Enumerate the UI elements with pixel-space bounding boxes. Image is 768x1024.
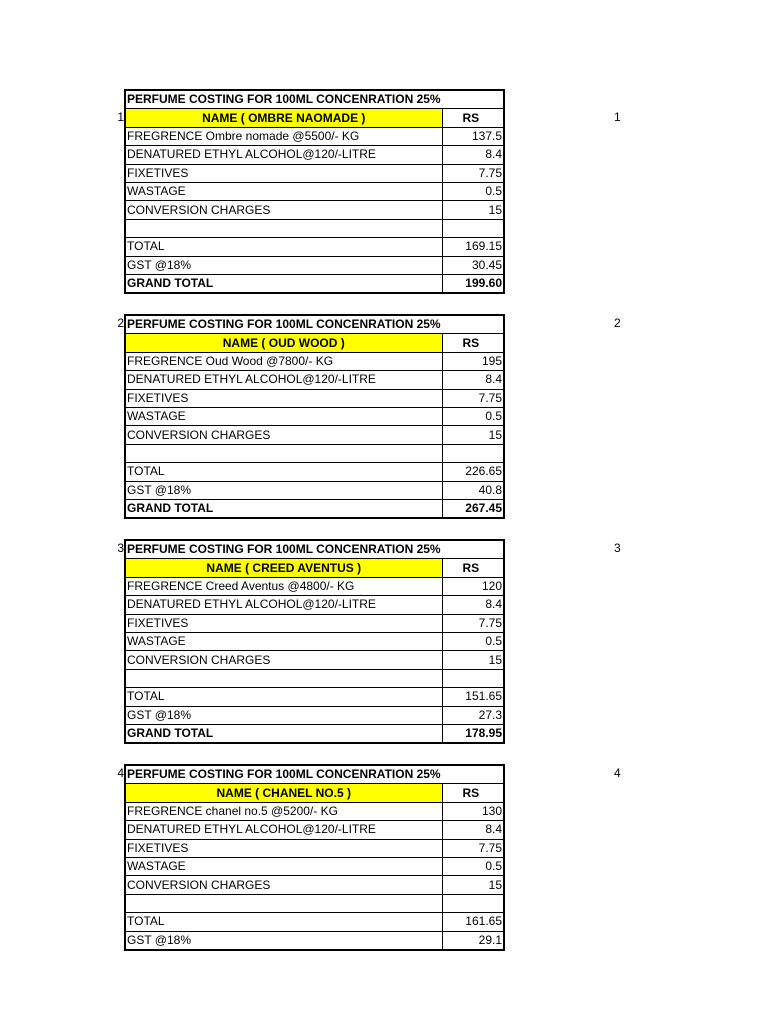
table-row	[125, 577, 504, 595]
row-value[interactable]: 7.75	[442, 164, 504, 182]
grand-total-value[interactable]: 199.60	[442, 274, 504, 293]
table-row	[125, 821, 504, 839]
gst-row	[125, 481, 504, 499]
row-label[interactable]: FIXETIVES	[125, 164, 442, 182]
currency-header[interactable]: RS	[442, 784, 504, 802]
row-value[interactable]: 7.75	[442, 839, 504, 857]
table-row	[125, 651, 504, 669]
row-value[interactable]: 195	[442, 352, 504, 370]
row-value[interactable]: 130	[442, 802, 504, 820]
blank-row	[125, 669, 504, 687]
total-value[interactable]: 151.65	[442, 688, 504, 706]
blank-cell[interactable]	[442, 669, 504, 687]
row-label[interactable]: FIXETIVES	[125, 389, 442, 407]
blank-cell[interactable]	[442, 219, 504, 237]
costing-table	[124, 539, 505, 744]
gst-row	[125, 706, 504, 724]
row-value[interactable]: 0.5	[442, 407, 504, 425]
gst-value[interactable]: 29.1	[442, 931, 504, 950]
costing-table	[124, 314, 505, 519]
row-value[interactable]: 8.4	[442, 596, 504, 614]
row-value[interactable]: 0.5	[442, 182, 504, 200]
table-row	[125, 596, 504, 614]
costing-table	[124, 89, 505, 294]
product-name-cell[interactable]: NAME ( CHANEL NO.5 )	[125, 784, 442, 802]
table-row	[125, 201, 504, 219]
row-value[interactable]: 15	[442, 201, 504, 219]
row-label[interactable]: CONVERSION CHARGES	[125, 876, 442, 894]
row-label[interactable]: FIXETIVES	[125, 839, 442, 857]
row-label[interactable]: CONVERSION CHARGES	[125, 426, 442, 444]
row-value[interactable]: 8.4	[442, 371, 504, 389]
gst-row	[125, 256, 504, 274]
table-row	[125, 389, 504, 407]
row-value[interactable]: 8.4	[442, 146, 504, 164]
gst-value[interactable]: 30.45	[442, 256, 504, 274]
total-label[interactable]: TOTAL	[125, 688, 442, 706]
currency-header[interactable]: RS	[442, 559, 504, 577]
blank-row	[125, 219, 504, 237]
row-value[interactable]: 15	[442, 426, 504, 444]
gst-label[interactable]: GST @18%	[125, 931, 442, 950]
table-title[interactable]: PERFUME COSTING FOR 100ML CONCENRATION 25%	[125, 90, 504, 109]
total-label[interactable]: TOTAL	[125, 913, 442, 931]
table-row	[125, 352, 504, 370]
table-row	[125, 802, 504, 820]
row-index-left: 2	[117, 316, 124, 330]
row-value[interactable]: 15	[442, 876, 504, 894]
grand-total-label[interactable]: GRAND TOTAL	[125, 724, 442, 743]
row-label[interactable]: DENATURED ETHYL ALCOHOL@120/-LITRE	[125, 596, 442, 614]
grand-total-label[interactable]: GRAND TOTAL	[125, 274, 442, 293]
table-title[interactable]: PERFUME COSTING FOR 100ML CONCENRATION 25%	[125, 765, 504, 784]
table-title[interactable]: PERFUME COSTING FOR 100ML CONCENRATION 25%	[125, 540, 504, 559]
blank-cell[interactable]	[125, 669, 442, 687]
row-index-right: 1	[614, 110, 621, 124]
gst-value[interactable]: 27.3	[442, 706, 504, 724]
total-label[interactable]: TOTAL	[125, 238, 442, 256]
row-index-right: 3	[614, 541, 621, 555]
row-label[interactable]: FREGRENCE Ombre nomade @5500/- KG	[125, 127, 442, 145]
row-value[interactable]: 15	[442, 651, 504, 669]
row-label[interactable]: WASTAGE	[125, 857, 442, 875]
row-index-left: 3	[117, 541, 124, 555]
grand-total-value[interactable]: 267.45	[442, 499, 504, 518]
total-row	[125, 913, 504, 931]
blank-cell[interactable]	[442, 894, 504, 912]
row-label[interactable]: FREGRENCE chanel no.5 @5200/- KG	[125, 802, 442, 820]
row-index-left: 4	[117, 766, 124, 780]
table-row	[125, 857, 504, 875]
table-title[interactable]: PERFUME COSTING FOR 100ML CONCENRATION 25%	[125, 315, 504, 334]
table-row	[125, 371, 504, 389]
table-row	[125, 614, 504, 632]
blank-cell[interactable]	[125, 444, 442, 462]
currency-header[interactable]: RS	[442, 109, 504, 127]
row-value[interactable]: 0.5	[442, 857, 504, 875]
row-value[interactable]: 0.5	[442, 632, 504, 650]
table-row	[125, 426, 504, 444]
row-label[interactable]: WASTAGE	[125, 182, 442, 200]
gst-row	[125, 931, 504, 950]
total-value[interactable]: 161.65	[442, 913, 504, 931]
row-index-right: 4	[614, 766, 621, 780]
product-name-cell[interactable]: NAME ( OMBRE NAOMADE )	[125, 109, 442, 127]
table-row	[125, 182, 504, 200]
row-label[interactable]: DENATURED ETHYL ALCOHOL@120/-LITRE	[125, 821, 442, 839]
product-name-cell[interactable]: NAME ( CREED AVENTUS )	[125, 559, 442, 577]
row-value[interactable]: 7.75	[442, 389, 504, 407]
row-index-right: 2	[614, 316, 621, 330]
table-row	[125, 407, 504, 425]
gst-value[interactable]: 40.8	[442, 481, 504, 499]
row-label[interactable]: DENATURED ETHYL ALCOHOL@120/-LITRE	[125, 146, 442, 164]
table-row	[125, 127, 504, 145]
row-index-left: 1	[117, 110, 124, 124]
row-label[interactable]: CONVERSION CHARGES	[125, 201, 442, 219]
row-value[interactable]: 7.75	[442, 614, 504, 632]
gst-label[interactable]: GST @18%	[125, 706, 442, 724]
row-label[interactable]: FIXETIVES	[125, 614, 442, 632]
product-name-cell[interactable]: NAME ( OUD WOOD )	[125, 334, 442, 352]
row-label[interactable]: CONVERSION CHARGES	[125, 651, 442, 669]
grand-total-value[interactable]: 178.95	[442, 724, 504, 743]
grand-total-label[interactable]: GRAND TOTAL	[125, 499, 442, 518]
row-value[interactable]: 8.4	[442, 821, 504, 839]
row-label[interactable]: DENATURED ETHYL ALCOHOL@120/-LITRE	[125, 371, 442, 389]
table-row	[125, 146, 504, 164]
total-label[interactable]: TOTAL	[125, 463, 442, 481]
grand-total-row	[125, 499, 504, 518]
gst-label[interactable]: GST @18%	[125, 481, 442, 499]
blank-cell[interactable]	[442, 444, 504, 462]
total-value[interactable]: 169.15	[442, 238, 504, 256]
gst-label[interactable]: GST @18%	[125, 256, 442, 274]
table-row	[125, 164, 504, 182]
table-row	[125, 839, 504, 857]
row-value[interactable]: 120	[442, 577, 504, 595]
row-label[interactable]: FREGRENCE Creed Aventus @4800/- KG	[125, 577, 442, 595]
total-value[interactable]: 226.65	[442, 463, 504, 481]
row-label[interactable]: WASTAGE	[125, 632, 442, 650]
total-row	[125, 238, 504, 256]
costing-table	[124, 764, 505, 951]
total-row	[125, 463, 504, 481]
grand-total-row	[125, 724, 504, 743]
blank-cell[interactable]	[125, 219, 442, 237]
row-label[interactable]: FREGRENCE Oud Wood @7800/- KG	[125, 352, 442, 370]
blank-row	[125, 444, 504, 462]
grand-total-row	[125, 274, 504, 293]
row-label[interactable]: WASTAGE	[125, 407, 442, 425]
total-row	[125, 688, 504, 706]
currency-header[interactable]: RS	[442, 334, 504, 352]
row-value[interactable]: 137.5	[442, 127, 504, 145]
table-row	[125, 876, 504, 894]
blank-row	[125, 894, 504, 912]
table-row	[125, 632, 504, 650]
blank-cell[interactable]	[125, 894, 442, 912]
